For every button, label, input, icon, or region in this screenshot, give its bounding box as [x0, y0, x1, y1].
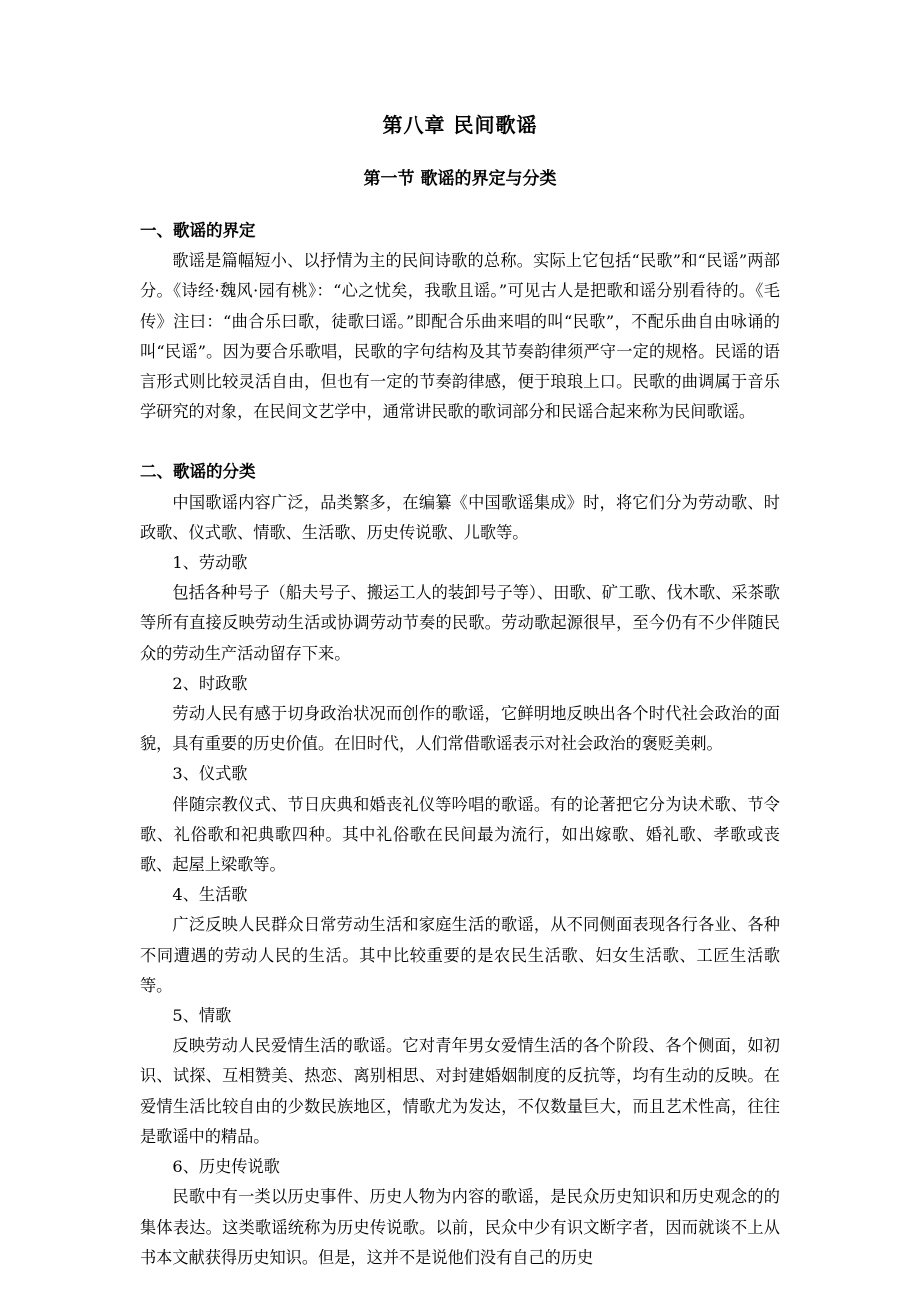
section-title: 第一节 歌谣的界定与分类 [363, 169, 557, 189]
subheading-historical-legend-songs: 6、历史传说歌 [172, 1157, 280, 1177]
paragraph-historical-legend-songs: 民歌中有一类以历史事件、历史人物为内容的歌谣，是民众历史知识和历史观念的的集体表达。这类歌谣统称为历史传说歌。以前，民众中少有识文断字者，因而就谈不上从书本文献获得历史知识。但是，这并不是说他们没有自己的历史 [140, 1187, 780, 1267]
chapter-title: 第八章 民间歌谣 [382, 113, 538, 137]
document-body [140, 216, 780, 1273]
paragraph-definition: 歌谣是篇幅短小、以抒情为主的民间诗歌的总称。实际上它包括“民歌”和“民谣”两部分。《诗经·魏风·园有桃》：“心之忧矣，我歌且谣。”可见古人是把歌和谣分别看待的。《毛传》注曰：“曲合乐曰歌，徒歌曰谣。”即配合乐曲来唱的叫“民歌”，不配乐曲自由咏诵的叫“民谣”。因为要合乐歌唱，民歌的字句结构及其节奏韵律须严守一定的规格。民谣的语言形式则比较灵活自由，但也有一定的节奏韵律感，便于琅琅上口。民歌的曲调属于音乐学研究的对象，在民间文艺学中，通常讲民歌的歌词部分和民谣合起来称为民间歌谣。 [140, 251, 780, 422]
heading-classification: 二、歌谣的分类 [140, 462, 256, 482]
heading-definition: 一、歌谣的界定 [140, 221, 256, 240]
paragraph-love-songs: 反映劳动人民爱情生活的歌谣。它对青年男女爱情生活的各个阶段、各个侧面，如初识、试探、互相赞美、热恋、离别相思、对封建婚姻制度的反抗等，均有生动的反映。在爱情生活比较自由的少数民族地区，情歌尤为发达，不仅数量巨大，而且艺术性高，往往是歌谣中的精品。 [140, 1036, 780, 1146]
spacer [140, 427, 780, 457]
subheading-love-songs: 5、情歌 [172, 1006, 232, 1026]
paragraph-political-songs: 劳动人民有感于切身政治状况而创作的歌谣，它鲜明地反映出各个时代社会政治的面貌，具有重要的历史价值。在旧时代，人们常借歌谣表示对社会政治的褒贬美刺。 [140, 704, 780, 754]
subheading-life-songs: 4、生活歌 [172, 885, 248, 905]
subheading-ritual-songs: 3、仪式歌 [172, 764, 248, 784]
paragraph-labor-songs: 包括各种号子（船夫号子、搬运工人的装卸号子等）、田歌、矿工歌、伐木歌、采茶歌等所有直接反映劳动生活或协调劳动节奏的民歌。劳动歌起源很早，至今仍有不少伴随民众的劳动生产活动留存下来。 [140, 583, 780, 663]
subheading-political-songs: 2、时政歌 [172, 673, 248, 693]
paragraph-ritual-songs: 伴随宗教仪式、节日庆典和婚丧礼仪等吟唱的歌谣。有的论著把它分为诀术歌、节令歌、礼俗歌和祀典歌四种。其中礼俗歌在民间最为流行，如出嫁歌、婚礼歌、孝歌或丧歌、起屋上梁歌等。 [140, 794, 780, 875]
subheading-labor-songs: 1、劳动歌 [172, 553, 248, 573]
paragraph-classification-intro: 中国歌谣内容广泛，品类繁多，在编纂《中国歌谣集成》时，将它们分为劳动歌、时政歌、仪式歌、情歌、生活歌、历史传说歌、儿歌等。 [140, 492, 780, 542]
paragraph-life-songs: 广泛反映人民群众日常劳动生活和家庭生活的歌谣，从不同侧面表现各行各业、各种不同遭遇的劳动人民的生活。其中比较重要的是农民生活歌、妇女生活歌、工匠生活歌等。 [140, 915, 780, 995]
